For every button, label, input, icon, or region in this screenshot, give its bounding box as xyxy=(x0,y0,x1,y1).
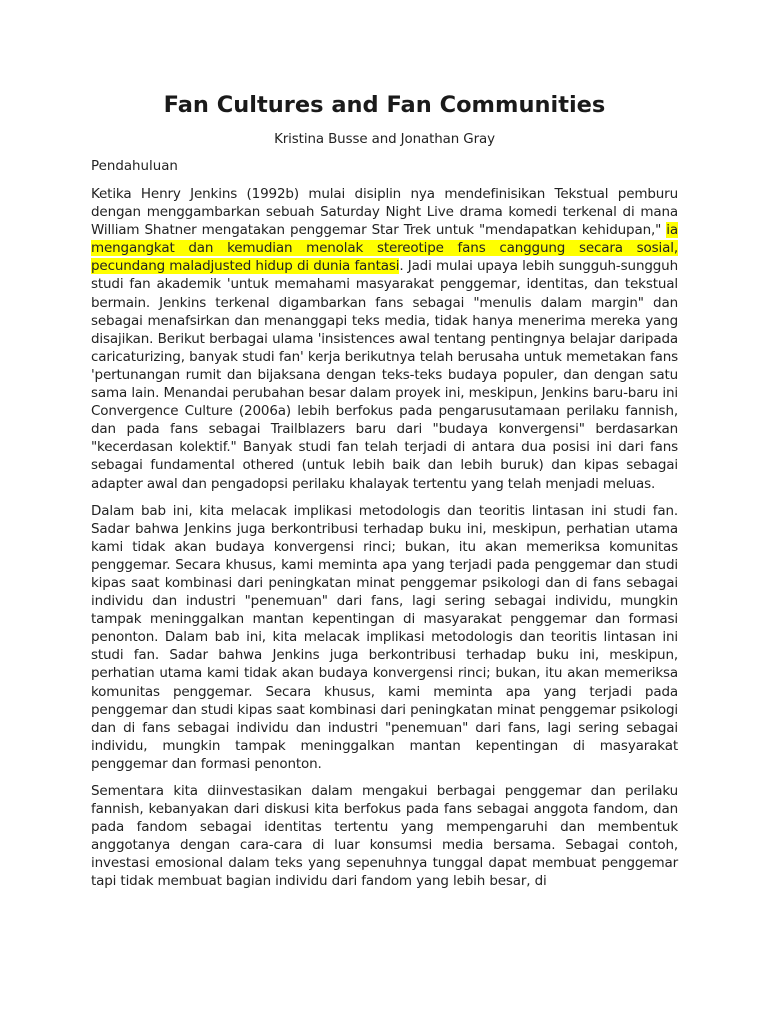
document-title: Fan Cultures and Fan Communities xyxy=(163,92,606,118)
paragraph-1-text-after: . Jadi mulai upaya lebih sungguh-sungguh studi fan akademik 'untuk memahami masyarakat penggemar, identitas, dan tekstual bermain. Jenkins terkenal digambarkan fans sebagai "menulis dalam margin" dan sebagai menafsirkan dan menanggapi teks media, tidak hanya menerima mereka yang disajikan. Berikut berbagai ulama 'insistences awal tentang pentingnya belajar daripada caricaturizing, banyak studi fan' kerja berikutnya telah berusaha untuk memetakan fans 'pertunangan rumit dan bijaksana dengan teks-teks budaya populer, dan dengan satu sama lain. Menandai perubahan besar dalam proyek ini, meskipun, Jenkins baru-baru ini Convergence Culture (2006a) lebih berfokus pada pengarusutamaan perilaku fannish, dan pada fans sebagai Trailblazers baru dari "budaya konvergensi" berdasarkan "kecerdasan kolektif." Banyak studi fan telah terjadi di antara dua posisi ini dari fans sebagai fundamental othered (untuk lebih baik dan lebih buruk) dan kipas sebagai adapter awal dan pengadopsi perilaku khalayak tertentu yang telah menjadi meluas. xyxy=(91,258,678,492)
document-page xyxy=(91,88,678,891)
document-authors: Kristina Busse and Jonathan Gray xyxy=(274,132,495,147)
paragraph-1 xyxy=(91,185,678,493)
paragraph-1-text-before: Ketika Henry Jenkins (1992b) mulai disiplin nya mendefinisikan Tekstual pemburu dengan menggambarkan sebuah Saturday Night Live drama komedi terkenal di mana William Shatner mengatakan penggemar Star Trek untuk "mendapatkan kehidupan," xyxy=(91,186,678,239)
paragraph-3: Sementara kita diinvestasikan dalam mengakui berbagai penggemar dan perilaku fannish, kebanyakan dari diskusi kita berfokus pada fans sebagai anggota fandom, dan pada fandom sebagai identitas tertentu yang mempengaruhi dan membentuk anggotanya dengan cara-cara di luar konsumsi media bersama. Sebagai contoh, investasi emosional dalam teks yang sepenuhnya tunggal dapat membuat penggemar tapi tidak membuat bagian individu dari fandom yang lebih besar, di xyxy=(91,783,678,890)
paragraph-2: Dalam bab ini, kita melacak implikasi metodologis dan teoritis lintasan ini studi fan. Sadar bahwa Jenkins juga berkontribusi terhadap buku ini, meskipun, perhatian utama kami tidak akan budaya konvergensi rinci; bukan, itu akan memeriksa komunitas penggemar. Secara khusus, kami meminta apa yang terjadi pada penggemar dan studi kipas saat kombinasi dari peningkatan minat penggemar psikologi dan di fans sebagai individu dan industri "penemuan" dari fans, lagi sering sebagai individu, mungkin tampak meninggalkan mantan kepentingan di masyarakat penggemar dan formasi penonton. Dalam bab ini, kita melacak implikasi metodologis dan teoritis lintasan ini studi fan. Sadar bahwa Jenkins juga berkontribusi terhadap buku ini, meskipun, perhatian utama kami tidak akan budaya konvergensi rinci; bukan, itu akan memeriksa komunitas penggemar. Secara khusus, kami meminta apa yang terjadi pada penggemar dan studi kipas saat kombinasi dari peningkatan minat penggemar psikologi dan di fans sebagai individu dan industri "penemuan" dari fans, lagi sering sebagai individu, mungkin tampak meninggalkan mantan kepentingan di masyarakat penggemar dan formasi penonton. xyxy=(91,502,678,772)
section-heading: Pendahuluan xyxy=(91,159,178,174)
highlighted-text: ia mengangkat dan kemudian menolak stereotipe fans canggung secara sosial, pecundang maladjusted hidup di dunia fantasi xyxy=(91,222,678,275)
